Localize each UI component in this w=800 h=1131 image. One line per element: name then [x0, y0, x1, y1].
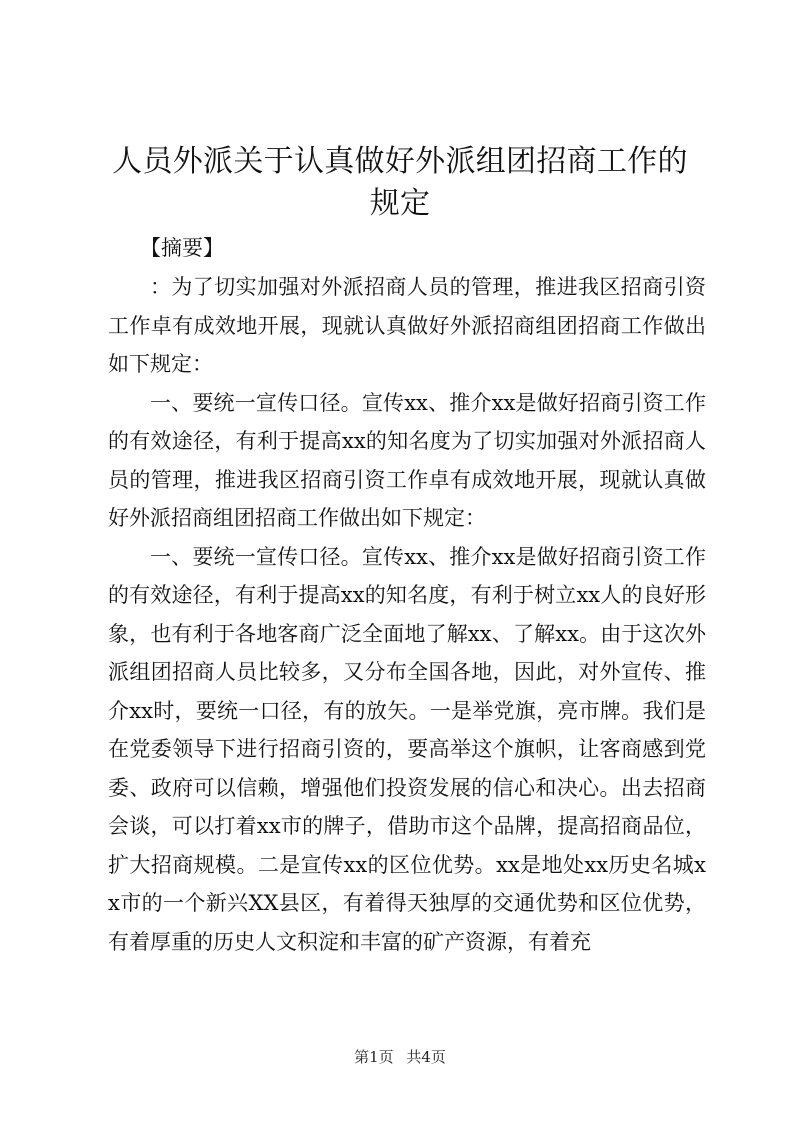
page-total: 共4页: [406, 1048, 446, 1066]
body-paragraph: 一、要统一宣传口径。宣传xx、推介xx是做好招商引资工作的有效途径，有利于提高xx的知名度为了切实加强对外派招商人员的管理，推进我区招商引资工作卓有成效地开展，现就认真做好外派招商组团招商工作做出如下规定：: [108, 390, 706, 530]
document-body: [108, 268, 706, 961]
page-footer: [0, 1047, 800, 1067]
abstract-label: 【摘要】: [140, 236, 224, 260]
document-title: 人员外派关于认真做好外派组团招商工作的规定: [112, 144, 688, 221]
body-paragraph: 一、要统一宣传口径。宣传xx、推介xx是做好招商引资工作的有效途径，有利于提高xx的知名度，有利于树立xx人的良好形象，也有利于各地客商广泛全面地了解xx、了解xx。由于这次外派组团招商人员比较多，又分布全国各地，因此，对外宣传、推介xx时，要统一口径，有的放矢。一是举党旗，亮市牌。我们是在党委领导下进行招商引资的，要高举这个旗帜，让客商感到党委、政府可以信赖，增强他们投资发展的信心和决心。出去招商会谈，可以打着xx市的牌子，借助市这个品牌，提高招商品位，扩大招商规模。二是宣传xx的区位优势。xx是地处xx历史名城xx市的一个新兴XX县区，有着得天独厚的交通优势和区位优势，有着厚重的历史人文积淀和丰富的矿产资源，有着充: [108, 544, 706, 954]
intro-paragraph: ：为了切实加强对外派招商人员的管理，推进我区招商引资工作卓有成效地开展，现就认真做好外派招商组团招商工作做出如下规定：: [108, 275, 706, 376]
page-number: 第1页: [354, 1048, 394, 1066]
